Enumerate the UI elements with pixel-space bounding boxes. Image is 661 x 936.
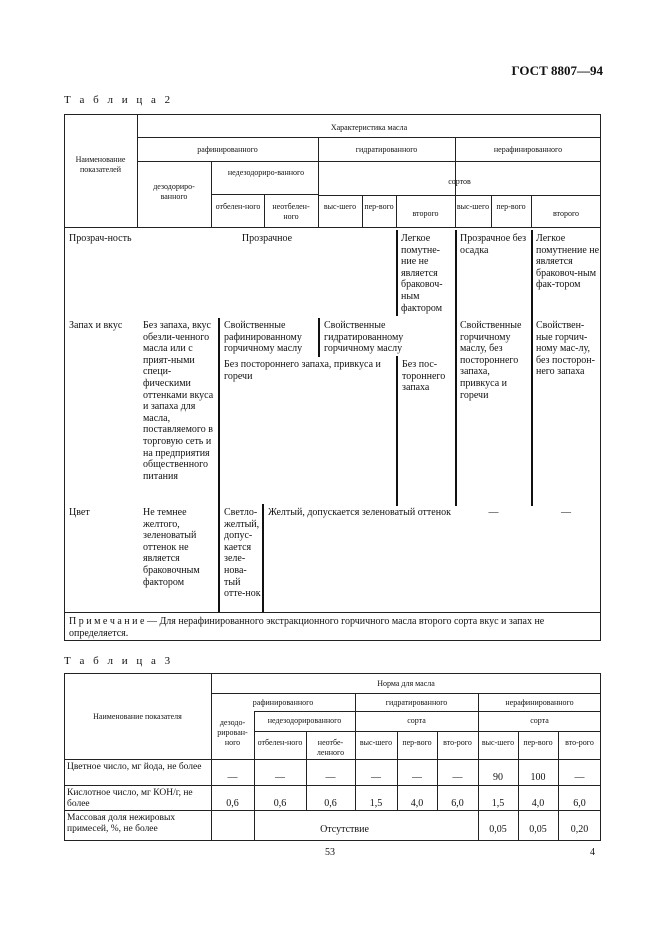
t2-color-deodorized: Не темнее желтого, зеленоватый оттенок не является браковочным фактором <box>143 507 200 588</box>
t2-color-u-second: — <box>561 507 571 518</box>
t3-cell: — <box>574 772 585 783</box>
t3-cell: 90 <box>493 772 503 783</box>
t3-cell: 6,0 <box>573 798 586 809</box>
t3-hydrated-header: гидратированного <box>385 698 448 707</box>
t3-unbleached-header: неотбе-ленного <box>316 738 345 757</box>
t3-row-acid-number-name: Кислотное число, мг КОН/г, не более <box>67 788 193 809</box>
table2-rule <box>531 230 533 506</box>
t2-smell-u-top-first: Свойственные горчичному маслу, без постороннего запаха, привкуса и горечи <box>460 320 522 401</box>
t3-cell: — <box>325 772 336 783</box>
table3-rule <box>254 711 601 712</box>
t2-u-top-header: выс-шего <box>456 202 490 211</box>
table3-rule <box>64 785 601 786</box>
t2-param-name-header: Наименование показателей <box>75 155 126 174</box>
t3-cell: 0,20 <box>570 824 589 835</box>
t3-bleached-header: отбелен-ного <box>257 738 303 747</box>
t3-cell: — <box>371 772 381 783</box>
t2-color-u-top-first: — <box>488 507 499 518</box>
t2-non-deodorized-header: недезодориро-ванного <box>227 168 305 177</box>
table2-rule <box>64 227 601 228</box>
t2-bleached-header: отбелен-ного <box>215 202 261 211</box>
t2-grades-header: сортов <box>448 177 471 186</box>
t2-transparency-u-top-first: Прозрачное без осадка <box>460 233 527 256</box>
t2-smell-refined-specific: Свойственные рафинированному горчичному маслу <box>224 320 303 355</box>
t3-unrefined-header: нерафинированного <box>505 698 574 707</box>
table2-rule <box>137 137 601 138</box>
table3-rule <box>211 693 601 694</box>
t2-h-second-header: второго <box>412 209 439 218</box>
t3-u-first-header: пер-вого <box>523 738 553 747</box>
t3-impurities-merged: Отсутствие <box>320 824 369 835</box>
t3-u-top-header: выс-шего <box>481 738 515 747</box>
t3-cell: 0,6 <box>273 798 287 809</box>
t2-smell-no-foreign: Без постороннего запаха, привкуса и горечи <box>224 359 381 382</box>
t3-cell: — <box>227 772 238 783</box>
table2-rule <box>396 230 398 316</box>
t3-h-top-header: выс-шего <box>359 738 393 747</box>
t2-transparency-h-second: Легкое помутне-ние не является браковоч-ным фактором <box>401 233 443 314</box>
corner-number: 4 <box>590 847 595 858</box>
t2-unrefined-header: нерафинированного <box>493 145 563 154</box>
table3-rule <box>64 810 601 811</box>
t3-cell: 0,6 <box>324 798 337 809</box>
t3-u-second-header: вто-рого <box>565 738 594 747</box>
t3-cell: 0,05 <box>529 824 547 835</box>
t2-transparency-u-second: Легкое помутнение не является браковоч-ным фак-тором <box>536 233 600 291</box>
t3-cell: 0,6 <box>226 798 239 809</box>
t3-cell: 100 <box>530 772 546 783</box>
page-number: 53 <box>325 847 335 858</box>
t2-h-first-header: пер-вого <box>364 202 394 211</box>
t3-cell: — <box>275 772 285 783</box>
t2-h-top-header: выс-шего <box>323 202 357 211</box>
t3-cell: 1,5 <box>491 798 505 809</box>
t3-cell: 1,5 <box>369 798 383 809</box>
t3-h-first-header: пер-вого <box>402 738 432 747</box>
t2-row-color-name: Цвет <box>69 507 90 518</box>
t2-refined-header: рафинированного <box>197 145 258 154</box>
t2-u-first-header: пер-вого <box>496 202 526 211</box>
t3-cell: — <box>452 772 463 783</box>
table2-caption: Т а б л и ц а 2 <box>64 94 174 106</box>
t3-h-second-header: вто-рого <box>443 738 472 747</box>
table3-rule <box>64 759 601 760</box>
t2-unbleached-header: неотбелен-ного <box>272 202 310 221</box>
t3-grade-u-header: сорта <box>530 716 549 725</box>
t3-grade-h-header: сорта <box>407 716 426 725</box>
t2-transparency-refined-hydrated: Прозрачное <box>241 233 293 244</box>
t3-cell: 6,0 <box>451 798 464 809</box>
t3-deodorized-header: дезодо-рирован-ного <box>217 718 248 747</box>
table2-rule <box>318 195 601 196</box>
t2-characteristic-header: Характеристика масла <box>330 123 408 132</box>
t3-cell: 0,05 <box>489 824 507 835</box>
t3-non-deodorized-header: недезодорированного <box>267 716 342 725</box>
t2-smell-u-second: Свойствен-ные горчич-ному мас-лу, без посторон-него запаха <box>536 320 595 378</box>
t2-row-smell-name: Запах и вкус <box>69 320 123 331</box>
t3-cell: — <box>412 772 422 783</box>
table2-rule <box>318 318 320 357</box>
t2-smell-hydrated-specific: Свойственные гидратированному горчичному маслу <box>324 320 404 355</box>
t3-param-name-header: Наименование показателя <box>93 712 182 721</box>
table2-rule <box>455 230 457 506</box>
table3-rule <box>355 693 356 810</box>
t2-deodorized-header: дезодориро-ванного <box>153 182 195 201</box>
t2-hydrated-header: гидратированного <box>355 145 418 154</box>
t2-color-bleached: Светло-желтый, допус-кается зеле-нова-тый отте-нок <box>224 507 261 600</box>
table3-caption: Т а б л и ц а 3 <box>64 655 174 667</box>
t2-note: П р и м е ч а н и е — Для нерафинированного экстракционного горчичного масла второго сорта вкус и запах не определяется. <box>69 616 545 639</box>
t2-smell-h-second: Без пос-тороннего запаха <box>402 359 446 394</box>
t3-row-color-number-name: Цветное число, мг йода, не более <box>67 762 202 772</box>
table2-rule <box>211 161 212 227</box>
table2-rule <box>64 612 601 613</box>
t3-row-impurities-name: Массовая доля нежировых примесей, %, не более <box>67 813 176 834</box>
standard-number: ГОСТ 8807—94 <box>511 63 603 78</box>
table2-rule <box>137 161 601 162</box>
t2-row-transparency-name: Прозрач-ность <box>69 233 132 244</box>
t3-cell: 4,0 <box>410 798 424 809</box>
t2-u-second-header: второго <box>552 209 580 218</box>
table2-rule <box>218 318 220 612</box>
t3-cell: 4,0 <box>531 798 545 809</box>
t3-norm-header: Норма для масла <box>377 679 435 688</box>
t2-smell-deodorized: Без запаха, вкус обезли-ченного масла или с прият-ными специ-фическими оттенками вкуса и запаха для масла, поставляемого в торговую сеть и на предприятия общественного питания <box>143 320 214 482</box>
table2-rule <box>396 356 398 506</box>
t3-refined-header: рафинированного <box>252 698 314 707</box>
t2-color-rest: Желтый, допускается зеленоватый оттенок <box>268 507 451 518</box>
